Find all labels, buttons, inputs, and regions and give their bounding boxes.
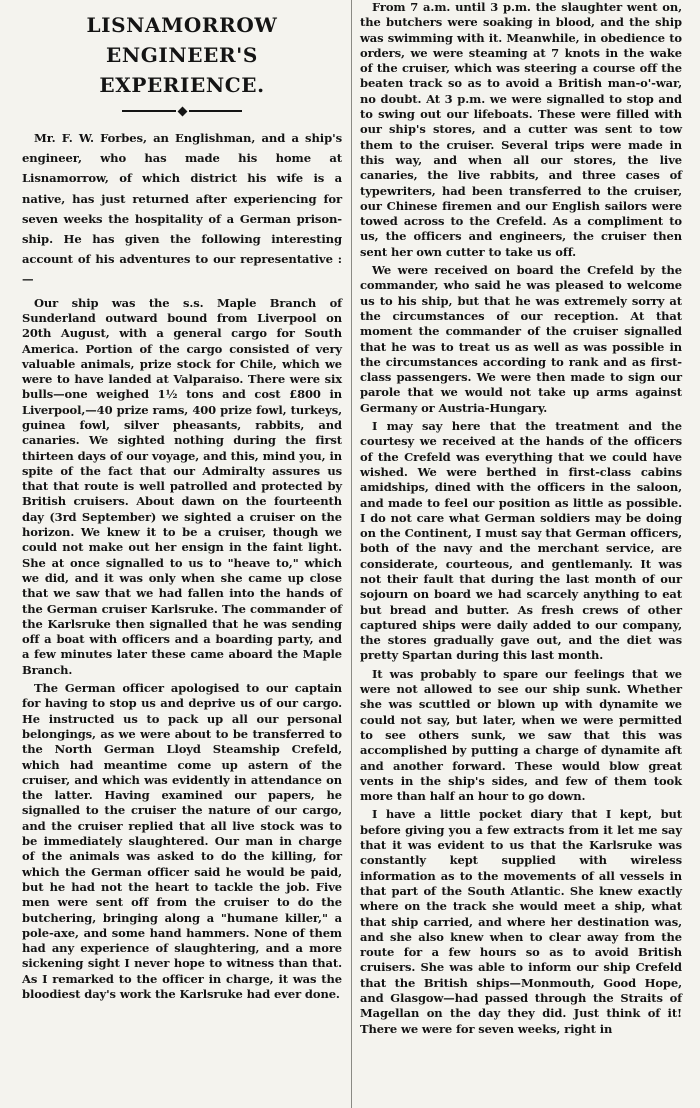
article-paragraph: Our ship was the s.s. Maple Branch of Sunderland outward bound from Liverpool on 20th August, with a general cargo for South America. Portion of the cargo consisted of very valuable animals, prize stock for Chile, which we were to have landed at Valparaiso. There were six bulls—one weighed 1½ tons and cost £800 in Liverpool,—40 prize rams, 400 prize fowl, turkeys, guinea fowl, silver pheasants, rabbits, and canaries. We sighted nothing during the first thirteen days of our voyage, and this, mind you, in spite of the fact that our Admiralty assures us that that route is well patrolled and protected by British cruisers. About dawn on the fourteenth day (3rd September) we sighted a cruiser on the horizon. We knew it to be a cruiser, though we could not make out her ensign in the faint light. She at once signalled to us to "heave to," which we did, and it was only when she came up close that we saw that we had fallen into the hands of the German cruiser Karlsruke. The commander of the Karlsruke then signalled that he was sending off a boat with officers and a boarding party, and a few minutes later these came aboard the Maple Branch. (22, 295, 342, 677)
article-headline: LISNAMORROW ENGINEER'S EXPERIENCE. (86, 13, 278, 97)
article-paragraph: The German officer apologised to our captain for having to stop us and deprive us of our cargo. He instructed us to pack up all our personal belongings, as we were about to be transferred to the North German Lloyd Steamship Crefeld, which had meantime come up astern of the cruiser, and which was evidently in attendance on the latter. Having examined our papers, he signalled to the cruiser the nature of our cargo, and the cruiser replied that all live stock was to be immediately slaughtered. Our man in charge of the animals was asked to do the killing, for which the German officer said he would be paid, but he had not the heart to tackle the job. Five men were sent off from the cruiser to do the butchering, bringing along a "humane killer," a pole-axe, and some hand hammers. None of them had any experience of slaughtering, and a more sickening sight I never hope to witness than that. As I remarked to the officer in charge, it was the bloodiest day's work the Karlsruke had ever done. (22, 681, 342, 1001)
column-rule (351, 0, 352, 1108)
article-paragraph: From 7 a.m. until 3 p.m. the slaughter went on, the butchers were soaking in blood, and the ship was swimming with it. Meanwhile, in obedience to orders, we were steaming at 7 knots in the wake of the cruiser, which was steering a course off the beaten track so as to avoid a British man-o'-war, no doubt. At 3 p.m. we were signalled to stop and to swing out our lifeboats. These were filled with our ship's stores, and a cutter was sent to tow them to the cruiser. Several trips were made in this way, and when all our stores, the live canaries, the live rabbits, and three cases of typewriters, had been transferred to the cruiser, our Chinese firemen and our English sailors were towed across to the Crefeld. As a compliment to us, the officers and engineers, the cruiser then sent her own cutter to take us off. (360, 0, 682, 259)
article-paragraph: I may say here that the treatment and the courtesy we received at the hands of the officers of the Crefeld was everything that we could have wished. We were berthed in first-class cabins amidships, dined with the officers in the saloon, and made to feel our position as little as possible. I do not care what German soldiers may be doing on the Continent, I must say that German officers, both of the navy and the merchant service, are considerate, courteous, and gentlemanly. It was not their fault that during the last month of our sojourn on board we had scarcely anything to eat but bread and butter. As fresh crews of other captured ships were daily added to our company, the stores gradually gave out, and the diet was pretty Spartan during this last month. (360, 419, 682, 663)
right-column (360, 0, 682, 1040)
article-paragraph: We were received on board the Crefeld by the commander, who said he was pleased to welcome us to his ship, but that he was extremely sorry at the circumstances of our reception. At that moment the commander of the cruiser signalled that he was to treat us as well as was possible in the circumstances according to rank and as first-class passengers. We were then made to sign our parole that we would not take up arms against Germany or Austria-Hungary. (360, 263, 682, 415)
headline-ornament (122, 106, 242, 116)
left-column (22, 0, 342, 1005)
article-paragraph: I have a little pocket diary that I kept, but before giving you a few extracts from it let me say that it was evident to us that the Karlsruke was constantly kept supplied with wireless information as to the movements of all vessels in that part of the South Atlantic. She knew exactly where on the track she would meet a ship, what that ship carried, and where her destination was, and she also knew when to clear away from the route for a few hours so as to avoid British cruisers. She was able to inform our ship Crefeld that the British ships—Monmouth, Good Hope, and Glasgow—had passed through the Straits of Magellan on the day they did. Just think of it! There we were for seven weeks, right in (360, 807, 682, 1036)
article-paragraph: It was probably to spare our feelings that we were not allowed to see our ship sunk. Whether she was scuttled or blown up with dynamite we could not say, but later, when we were permitted to see others sunk, we saw that this was accomplished by putting a charge of dynamite aft and another forward. These would blow great vents in the ship's sides, and few of them took more than half an hour to go down. (360, 666, 682, 804)
article-intro: Mr. F. W. Forbes, an Englishman, and a ship's engineer, who has made his home at Lisnamorrow, of which district his wife is a native, has just returned after experiencing for seven weeks the hospitality of a German prison-ship. He has given the following interesting account of his adventures to our representative :— (22, 131, 342, 287)
